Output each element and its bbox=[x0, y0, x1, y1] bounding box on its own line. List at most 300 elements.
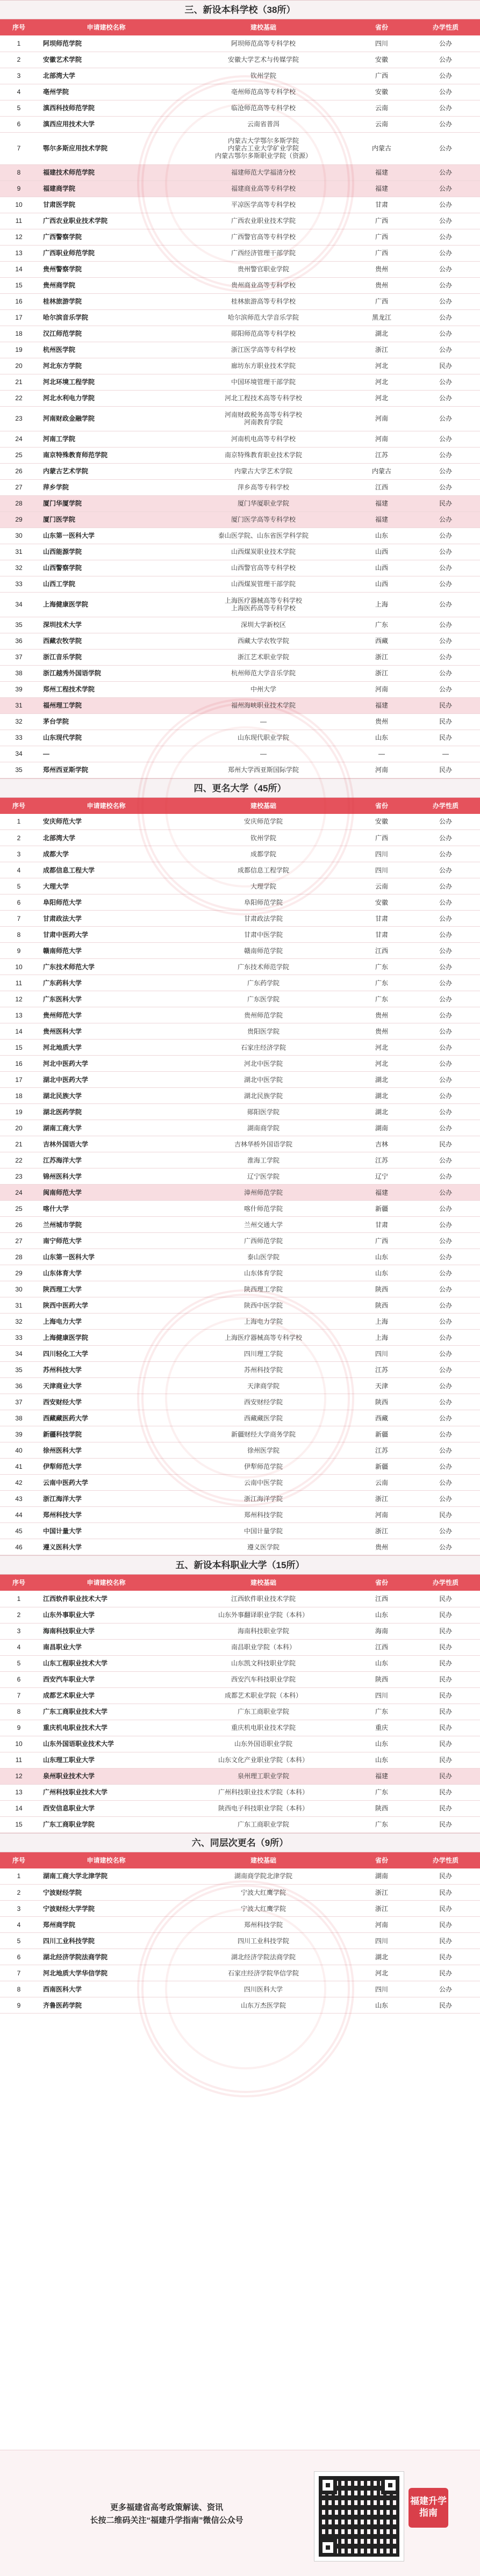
province: 河北 bbox=[352, 1056, 411, 1072]
school-base bbox=[175, 479, 352, 495]
province: 陕西 bbox=[352, 1671, 411, 1687]
school-base-line: 贵阳医学院 bbox=[247, 1027, 280, 1035]
table-row bbox=[0, 213, 480, 229]
row-number: 4 bbox=[0, 1639, 38, 1655]
school-nature: 公办 bbox=[411, 576, 480, 592]
school-base-line: 山东凯文科技职业学院 bbox=[231, 1659, 296, 1667]
school-name: 郑州工程技术学院 bbox=[38, 681, 175, 697]
row-number: 28 bbox=[0, 1249, 38, 1265]
province: 安徽 bbox=[352, 814, 411, 830]
table-row bbox=[0, 878, 480, 894]
school-base-line: 临沧师范高等专科学校 bbox=[231, 104, 296, 112]
school-name: 内蒙古艺术学院 bbox=[38, 463, 175, 479]
school-nature: 民办 bbox=[411, 713, 480, 730]
province: 河南 bbox=[352, 431, 411, 447]
table-row bbox=[0, 560, 480, 576]
school-nature: 公办 bbox=[411, 293, 480, 309]
school-base bbox=[175, 431, 352, 447]
school-base-line: 宁波大红鹰学院 bbox=[240, 1888, 286, 1896]
school-base-line: 浙江艺术职业学院 bbox=[237, 653, 289, 661]
province: 贵州 bbox=[352, 1539, 411, 1555]
school-base bbox=[175, 1949, 352, 1965]
school-base-line: 安庆师范学院 bbox=[243, 818, 283, 826]
school-nature: 民办 bbox=[411, 1800, 480, 1816]
school-base-line: 贵州警官职业学院 bbox=[237, 265, 289, 273]
row-number: 25 bbox=[0, 447, 38, 463]
school-nature: 公办 bbox=[411, 197, 480, 213]
school-nature: 公办 bbox=[411, 1378, 480, 1394]
row-number: 16 bbox=[0, 1056, 38, 1072]
row-number: 21 bbox=[0, 374, 38, 390]
school-nature: 民办 bbox=[411, 1736, 480, 1752]
row-number: 23 bbox=[0, 406, 38, 431]
school-name: 上海健康医学院 bbox=[38, 592, 175, 617]
province: 安徽 bbox=[352, 894, 411, 911]
school-base-line: 内蒙古大学鄂尔多斯学院 bbox=[227, 137, 299, 145]
header-no: 序号 bbox=[0, 1575, 38, 1591]
school-nature: 公办 bbox=[411, 1281, 480, 1297]
school-base bbox=[175, 1655, 352, 1671]
row-number: 33 bbox=[0, 730, 38, 746]
school-name: 西南医科大学 bbox=[38, 1981, 175, 1997]
school-name: 贵州商学院 bbox=[38, 277, 175, 293]
province: 云南 bbox=[352, 100, 411, 116]
table-row bbox=[0, 681, 480, 697]
school-base-line: 湖北中医学院 bbox=[243, 1076, 283, 1084]
row-number: 7 bbox=[0, 1687, 38, 1704]
province: 河南 bbox=[352, 762, 411, 778]
school-base bbox=[175, 1233, 352, 1249]
school-base-line: 泰山医学院、山东省医学科学院 bbox=[218, 532, 309, 539]
school-name: 郑州商学院 bbox=[38, 1917, 175, 1933]
province: 云南 bbox=[352, 878, 411, 894]
row-number: 35 bbox=[0, 617, 38, 633]
province: 上海 bbox=[352, 592, 411, 617]
school-name: 阜阳师范大学 bbox=[38, 894, 175, 911]
school-name: 遵义医科大学 bbox=[38, 1539, 175, 1555]
table-row bbox=[0, 479, 480, 495]
province: 贵州 bbox=[352, 1007, 411, 1023]
table-row bbox=[0, 1933, 480, 1949]
school-name: 南昌职业大学 bbox=[38, 1639, 175, 1655]
school-base bbox=[175, 592, 352, 617]
school-name: 重庆机电职业技术大学 bbox=[38, 1720, 175, 1736]
province: 广东 bbox=[352, 991, 411, 1007]
province: 四川 bbox=[352, 35, 411, 52]
school-base-line: 中国环境管理干部学院 bbox=[231, 378, 296, 386]
school-base-line: 湖北民族学院 bbox=[243, 1092, 283, 1100]
school-nature: 公办 bbox=[411, 560, 480, 576]
school-nature: 公办 bbox=[411, 894, 480, 911]
school-name: 湖北民族大学 bbox=[38, 1088, 175, 1104]
table-row bbox=[0, 1217, 480, 1233]
school-nature: 公办 bbox=[411, 1346, 480, 1362]
school-name: 厦门华厦学院 bbox=[38, 495, 175, 511]
school-nature: 民办 bbox=[411, 1704, 480, 1720]
row-number: 18 bbox=[0, 326, 38, 342]
school-name: 河北环境工程学院 bbox=[38, 374, 175, 390]
school-base-line: 河南机电高等专科学校 bbox=[231, 435, 296, 443]
school-nature: 公办 bbox=[411, 991, 480, 1007]
school-nature: 公办 bbox=[411, 1185, 480, 1201]
school-name: 南京特殊教育师范学院 bbox=[38, 447, 175, 463]
school-nature: 公办 bbox=[411, 1314, 480, 1330]
row-number: 35 bbox=[0, 762, 38, 778]
school-nature: 公办 bbox=[411, 528, 480, 544]
school-name: 河北地质大学 bbox=[38, 1040, 175, 1056]
table-row bbox=[0, 342, 480, 358]
school-nature: 公办 bbox=[411, 1491, 480, 1507]
school-base-line: 广东药学院 bbox=[247, 979, 280, 987]
school-base-line: 山东万杰医学院 bbox=[240, 2001, 286, 2009]
school-nature: 公办 bbox=[411, 681, 480, 697]
row-number: 15 bbox=[0, 277, 38, 293]
school-nature: 公办 bbox=[411, 1265, 480, 1281]
province: 重庆 bbox=[352, 1720, 411, 1736]
province: 浙江 bbox=[352, 665, 411, 681]
school-name: 浙江音乐学院 bbox=[38, 649, 175, 665]
row-number: 29 bbox=[0, 511, 38, 528]
school-name: 贵州师范大学 bbox=[38, 1007, 175, 1023]
province: 广西 bbox=[352, 68, 411, 84]
province: 山东 bbox=[352, 1752, 411, 1768]
school-name: 南宁师范大学 bbox=[38, 1233, 175, 1249]
school-base bbox=[175, 1997, 352, 2014]
school-base bbox=[175, 1784, 352, 1800]
school-base bbox=[175, 1539, 352, 1555]
school-base-line: 海南科技职业学院 bbox=[237, 1627, 289, 1635]
province: 安徽 bbox=[352, 52, 411, 68]
table-row bbox=[0, 197, 480, 213]
row-number: 25 bbox=[0, 1201, 38, 1217]
province: 西藏 bbox=[352, 1410, 411, 1426]
school-nature: 公办 bbox=[411, 1330, 480, 1346]
school-nature: 公办 bbox=[411, 1072, 480, 1088]
school-base bbox=[175, 197, 352, 213]
school-base bbox=[175, 713, 352, 730]
province: 河北 bbox=[352, 374, 411, 390]
school-base bbox=[175, 406, 352, 431]
table-row bbox=[0, 894, 480, 911]
school-nature: 公办 bbox=[411, 261, 480, 277]
school-base-line: 广西警官高等专科学校 bbox=[231, 233, 296, 241]
school-base bbox=[175, 1330, 352, 1346]
school-name: 浙江越秀外国语学院 bbox=[38, 665, 175, 681]
row-number: 8 bbox=[0, 164, 38, 181]
school-base-line: 广东医学院 bbox=[247, 995, 280, 1003]
province: 四川 bbox=[352, 1346, 411, 1362]
province: 陕西 bbox=[352, 1800, 411, 1816]
row-number: 1 bbox=[0, 814, 38, 830]
table-row bbox=[0, 730, 480, 746]
school-base-line: 河北工程技术高等专科学校 bbox=[224, 394, 302, 402]
row-number: 13 bbox=[0, 1784, 38, 1800]
school-name: 广西农业职业技术学院 bbox=[38, 213, 175, 229]
province: 浙江 bbox=[352, 1491, 411, 1507]
school-base-line: 苏州科技学院 bbox=[243, 1366, 283, 1374]
school-name: 山东外事职业大学 bbox=[38, 1607, 175, 1623]
school-base bbox=[175, 1639, 352, 1655]
table-row bbox=[0, 846, 480, 862]
school-base bbox=[175, 1768, 352, 1784]
school-base-line: 萍乡高等专科学校 bbox=[237, 484, 289, 491]
school-name: 宁波财经大学学院 bbox=[38, 1901, 175, 1917]
table-header-row bbox=[0, 798, 480, 814]
school-base-line: 山东现代职业学院 bbox=[237, 734, 289, 741]
province: 河北 bbox=[352, 1965, 411, 1981]
province: 福建 bbox=[352, 164, 411, 181]
school-base bbox=[175, 560, 352, 576]
table-row bbox=[0, 181, 480, 197]
school-base-line: 河北中医学院 bbox=[243, 1059, 283, 1067]
school-base bbox=[175, 68, 352, 84]
row-number: 3 bbox=[0, 1901, 38, 1917]
table-row bbox=[0, 991, 480, 1007]
province: — bbox=[352, 746, 411, 762]
school-base bbox=[175, 846, 352, 862]
province: 广东 bbox=[352, 975, 411, 991]
row-number: 23 bbox=[0, 1168, 38, 1185]
row-number: 11 bbox=[0, 1752, 38, 1768]
row-number: 1 bbox=[0, 1868, 38, 1885]
school-base-line: 南京特殊教育职业技术学院 bbox=[224, 451, 302, 459]
school-base-line: 中州大学 bbox=[250, 686, 276, 693]
province: 江苏 bbox=[352, 447, 411, 463]
row-number: 20 bbox=[0, 1120, 38, 1136]
school-name: 甘肃医学院 bbox=[38, 197, 175, 213]
row-number: 8 bbox=[0, 1704, 38, 1720]
table-row bbox=[0, 100, 480, 116]
row-number: 15 bbox=[0, 1040, 38, 1056]
school-nature: 民办 bbox=[411, 1507, 480, 1523]
school-nature: 公办 bbox=[411, 1233, 480, 1249]
row-number: 20 bbox=[0, 358, 38, 374]
school-nature: 民办 bbox=[411, 1671, 480, 1687]
school-base bbox=[175, 1378, 352, 1394]
row-number: 38 bbox=[0, 1410, 38, 1426]
table-row bbox=[0, 1901, 480, 1917]
school-base bbox=[175, 1523, 352, 1539]
footer bbox=[0, 2450, 480, 2576]
table-row bbox=[0, 1800, 480, 1816]
school-base bbox=[175, 1120, 352, 1136]
table-row bbox=[0, 1136, 480, 1152]
header-nature: 办学性质 bbox=[411, 1852, 480, 1868]
school-nature: 公办 bbox=[411, 911, 480, 927]
row-number: 22 bbox=[0, 390, 38, 406]
header-province: 省份 bbox=[352, 19, 411, 35]
table-row bbox=[0, 862, 480, 878]
header-province: 省份 bbox=[352, 1575, 411, 1591]
school-name: 广东工商职业学院 bbox=[38, 1816, 175, 1832]
section-title: 五、新设本科职业大学（15所） bbox=[0, 1555, 480, 1575]
table-row bbox=[0, 1607, 480, 1623]
province: 江西 bbox=[352, 479, 411, 495]
school-name: 江西软件职业技术大学 bbox=[38, 1591, 175, 1607]
school-base bbox=[175, 1933, 352, 1949]
school-nature: 公办 bbox=[411, 431, 480, 447]
table-header-row bbox=[0, 1575, 480, 1591]
school-base bbox=[175, 1297, 352, 1314]
row-number: 45 bbox=[0, 1523, 38, 1539]
school-name: 北部湾大学 bbox=[38, 830, 175, 846]
table-row bbox=[0, 1917, 480, 1933]
header-name: 申请建校名称 bbox=[38, 1852, 175, 1868]
table-row bbox=[0, 1655, 480, 1671]
school-base-line: 辽宁医学院 bbox=[247, 1172, 280, 1180]
table-row bbox=[0, 830, 480, 846]
school-name: 山东理工职业大学 bbox=[38, 1752, 175, 1768]
table-row bbox=[0, 390, 480, 406]
table-row bbox=[0, 1265, 480, 1281]
province: 广西 bbox=[352, 830, 411, 846]
table-row bbox=[0, 1023, 480, 1040]
header-base: 建校基础 bbox=[175, 798, 352, 814]
table-row bbox=[0, 1072, 480, 1088]
school-nature: 公办 bbox=[411, 1475, 480, 1491]
school-name: 山西工学院 bbox=[38, 576, 175, 592]
school-name: 广东工商职业技术大学 bbox=[38, 1704, 175, 1720]
school-name: 吉林外国语大学 bbox=[38, 1136, 175, 1152]
school-base-line: 湖北经济学院法商学院 bbox=[231, 1953, 296, 1961]
school-base bbox=[175, 326, 352, 342]
row-number: 19 bbox=[0, 342, 38, 358]
province: 天津 bbox=[352, 1378, 411, 1394]
section-title: 四、更名大学（45所） bbox=[0, 778, 480, 798]
school-nature: 公办 bbox=[411, 1007, 480, 1023]
province: 山西 bbox=[352, 544, 411, 560]
row-number: 7 bbox=[0, 911, 38, 927]
row-number: 26 bbox=[0, 1217, 38, 1233]
school-base bbox=[175, 814, 352, 830]
table-row bbox=[0, 592, 480, 617]
school-base-line: 西安汽车科技职业学院 bbox=[231, 1676, 296, 1683]
province: 山东 bbox=[352, 1265, 411, 1281]
province: 山东 bbox=[352, 1736, 411, 1752]
table-row bbox=[0, 1394, 480, 1410]
school-base-line: 伊犁师范学院 bbox=[243, 1462, 283, 1470]
school-table bbox=[0, 1852, 480, 2014]
school-base-line: 内蒙古工业大学矿业学院 bbox=[227, 145, 299, 152]
school-nature: 公办 bbox=[411, 1394, 480, 1410]
school-base bbox=[175, 894, 352, 911]
school-name: 贵州医科大学 bbox=[38, 1023, 175, 1040]
school-name: 哈尔滨音乐学院 bbox=[38, 309, 175, 326]
school-nature: 公办 bbox=[411, 943, 480, 959]
school-name: 萍乡学院 bbox=[38, 479, 175, 495]
province: 广东 bbox=[352, 1816, 411, 1832]
school-base bbox=[175, 746, 352, 762]
school-base bbox=[175, 1426, 352, 1442]
school-base-line: 四川理工学院 bbox=[243, 1350, 283, 1358]
school-base bbox=[175, 1168, 352, 1185]
school-base-line: — bbox=[260, 718, 267, 725]
province: 新疆 bbox=[352, 1201, 411, 1217]
school-name: 阿坝师范学院 bbox=[38, 35, 175, 52]
school-base-line: 广东工商职业学院 bbox=[237, 1708, 289, 1715]
table-row bbox=[0, 1330, 480, 1346]
province: 广西 bbox=[352, 245, 411, 261]
province: 甘肃 bbox=[352, 1217, 411, 1233]
row-number: 12 bbox=[0, 1768, 38, 1784]
school-nature: 民办 bbox=[411, 1933, 480, 1949]
school-nature: 公办 bbox=[411, 927, 480, 943]
school-base bbox=[175, 1410, 352, 1426]
school-base bbox=[175, 762, 352, 778]
school-name: 浙江海洋大学 bbox=[38, 1491, 175, 1507]
school-nature: 公办 bbox=[411, 116, 480, 132]
school-name: 郑州西亚斯学院 bbox=[38, 762, 175, 778]
school-base-line: 山西煤炭管理干部学院 bbox=[231, 580, 296, 588]
school-nature: 民办 bbox=[411, 697, 480, 713]
school-nature: 民办 bbox=[411, 495, 480, 511]
table-row bbox=[0, 293, 480, 309]
school-base bbox=[175, 975, 352, 991]
school-nature: 民办 bbox=[411, 1885, 480, 1901]
row-number: 30 bbox=[0, 1281, 38, 1297]
school-name: 四川轻化工大学 bbox=[38, 1346, 175, 1362]
school-nature: 公办 bbox=[411, 1040, 480, 1056]
school-base-line: 郧阳医学院 bbox=[247, 1108, 280, 1116]
province: 广东 bbox=[352, 1704, 411, 1720]
school-base bbox=[175, 1591, 352, 1607]
table-row bbox=[0, 1459, 480, 1475]
province: 山东 bbox=[352, 1249, 411, 1265]
qr-code[interactable] bbox=[314, 2472, 404, 2561]
row-number: 34 bbox=[0, 1346, 38, 1362]
school-name: 滇西应用技术大学 bbox=[38, 116, 175, 132]
province: 江西 bbox=[352, 943, 411, 959]
school-base-line: 贵州师范学院 bbox=[243, 1011, 283, 1019]
school-nature: 公办 bbox=[411, 1201, 480, 1217]
school-nature: 公办 bbox=[411, 390, 480, 406]
province: 内蒙古 bbox=[352, 132, 411, 164]
table-row bbox=[0, 1104, 480, 1120]
row-number: 3 bbox=[0, 68, 38, 84]
row-number: 32 bbox=[0, 713, 38, 730]
section-title: 三、新设本科学校（38所） bbox=[0, 0, 480, 19]
row-number: 39 bbox=[0, 681, 38, 697]
table-row bbox=[0, 697, 480, 713]
school-base-line: 成都艺术职业学院（本科） bbox=[224, 1692, 302, 1699]
school-name: 广东技术师范大学 bbox=[38, 959, 175, 975]
school-base-line: 西安财经学院 bbox=[243, 1398, 283, 1406]
province: 湖南 bbox=[352, 1120, 411, 1136]
table-row bbox=[0, 68, 480, 84]
row-number: 2 bbox=[0, 1607, 38, 1623]
school-name: 西安财经大学 bbox=[38, 1394, 175, 1410]
province: 四川 bbox=[352, 862, 411, 878]
school-name: 山东外国语职业技术大学 bbox=[38, 1736, 175, 1752]
province: 湖北 bbox=[352, 1072, 411, 1088]
school-base bbox=[175, 1491, 352, 1507]
province: 贵州 bbox=[352, 261, 411, 277]
row-number: 17 bbox=[0, 1072, 38, 1088]
school-nature: 公办 bbox=[411, 84, 480, 100]
school-name: 山东工程职业技术大学 bbox=[38, 1655, 175, 1671]
school-base bbox=[175, 1720, 352, 1736]
school-base-line: 遵义医学院 bbox=[247, 1543, 280, 1551]
school-base bbox=[175, 576, 352, 592]
table-row bbox=[0, 132, 480, 164]
row-number: 6 bbox=[0, 894, 38, 911]
province: 河北 bbox=[352, 390, 411, 406]
province: 山东 bbox=[352, 730, 411, 746]
table-row bbox=[0, 358, 480, 374]
school-base bbox=[175, 1736, 352, 1752]
school-nature: 公办 bbox=[411, 975, 480, 991]
row-number: 11 bbox=[0, 975, 38, 991]
